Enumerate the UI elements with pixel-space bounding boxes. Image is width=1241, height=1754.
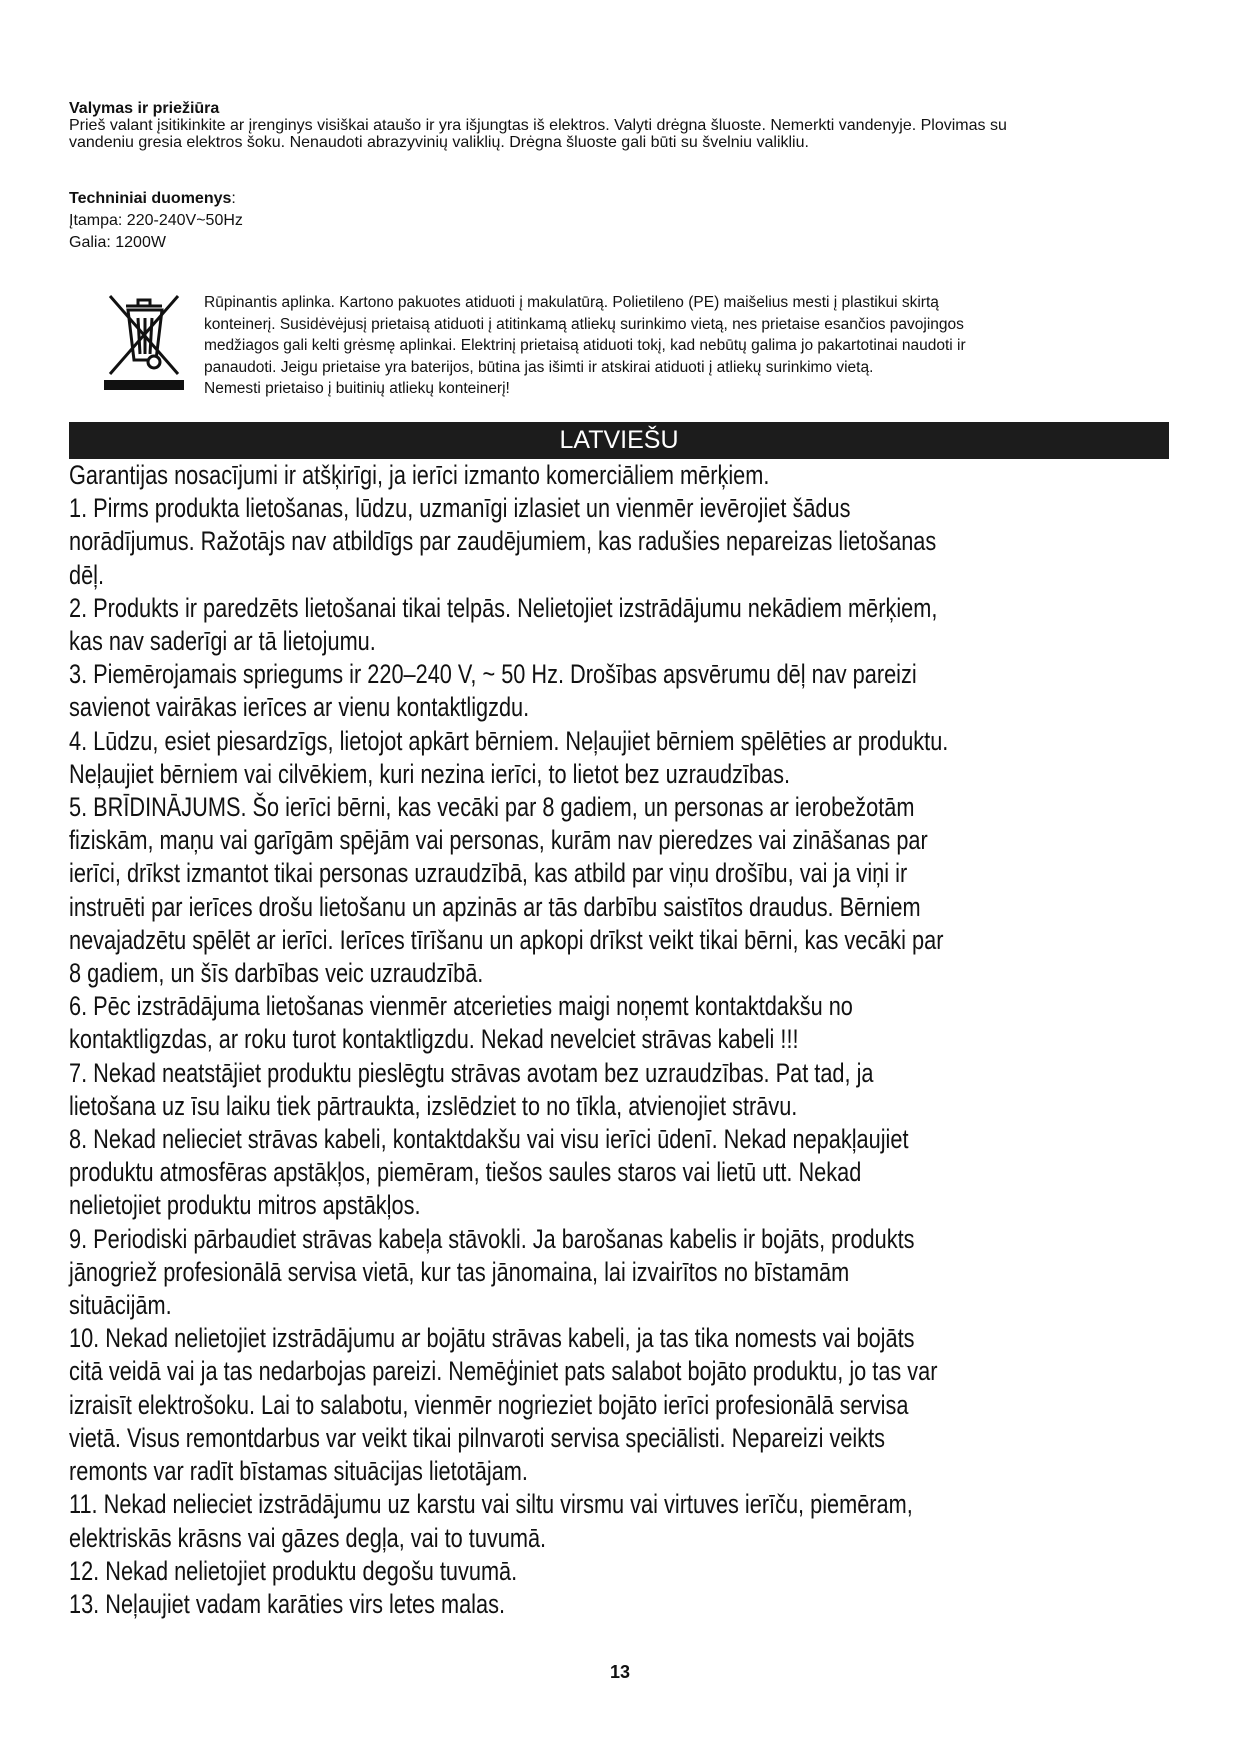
latvian-line: 9. Periodiski pārbaudiet strāvas kabeļa stāvokli. Ja barošanas kabelis ir bojāts, produkts [69, 1223, 915, 1254]
latvian-line: citā veidā vai ja tas nedarbojas pareizi. Nemēģiniet pats salabot bojāto produktu, jo tas var [69, 1356, 938, 1387]
cleaning-line: vandeniu gresia elektros šoku. Nenaudoti abrazyvinių valiklių. Drėgna šluoste gali būti su švelniu valikliu. [69, 134, 809, 151]
environment-notice [104, 292, 1184, 412]
environment-line: Rūpinantis aplinka. Kartono pakuotes atiduoti į makulatūrą. Polietileno (PE) maišelius mesti į plastikui skirtą [204, 294, 939, 311]
latvian-line: 6. Pēc izstrādājuma lietošanas vienmēr atcerieties maigi noņemt kontaktdakšu no [69, 991, 853, 1022]
latvian-line: 3. Piemērojamais spriegums ir 220–240 V, ~ 50 Hz. Drošības apsvērumu dēļ nav pareizi [69, 659, 917, 690]
latvian-line: izraisīt elektrošoku. Lai to salabotu, vienmēr nogrieziet bojāto ierīci profesionālā servisa [69, 1389, 909, 1420]
latvian-line: ierīci, drīkst izmantot tikai personas uzraudzībā, kas atbild par viņu drošību, vai ja viņi ir [69, 858, 908, 889]
page-number: 13 [609, 1662, 631, 1682]
latvian-line: 12. Nekad nelietojiet produktu degošu tuvumā. [69, 1555, 518, 1586]
latvian-line: 10. Nekad nelietojiet izstrādājumu ar bojātu strāvas kabeli, ja tas tika nomests vai bojāts [69, 1323, 915, 1354]
crossed-out-bin-icon [104, 292, 184, 392]
latvian-line: Garantijas nosacījumi ir atšķirīgi, ja ierīci izmanto komerciāliem mērķiem. [69, 460, 770, 490]
latvian-line: dēļ. [69, 559, 105, 590]
latvian-line: elektriskās krāsns vai gāzes degļa, vai to tuvumā. [69, 1522, 547, 1553]
latvian-line: fiziskām, maņu vai garīgām spējām vai personas, kurām nav pieredzes vai zināšanas par [69, 825, 928, 856]
latvian-line: nelietojiet produktu mitros apstākļos. [69, 1190, 421, 1221]
latvian-line: 2. Produkts ir paredzēts lietošanai tikai telpās. Nelietojiet izstrādājumu nekādiem mērķiem, [69, 592, 938, 623]
power-spec: Galia: 1200W [69, 234, 166, 251]
latvian-line: kontaktligzdas, ar roku turot kontaktligzdu. Nekad nevelciet strāvas kabeli !!! [69, 1024, 799, 1055]
latvian-line: 8. Nekad nelieciet strāvas kabeli, kontaktdakšu vai visu ierīci ūdenī. Nekad nepakļaujiet [69, 1124, 909, 1155]
latvian-line: produktu atmosfēras apstākļos, piemēram, tiešos saules staros vai lietū utt. Nekad [69, 1157, 862, 1188]
latvian-line: situācijām. [69, 1290, 172, 1321]
latvian-line: nevajadzētu spēlēt ar ierīci. Ierīces tīrīšanu un apkopi drīkst veikt tikai bērni, kas vecāki par [69, 924, 944, 955]
environment-line: medžiagos gali kelti grėsmę aplinkai. Elektrinį prietaisą atiduoti tokį, kad nebūtų galima jo pakartotinai naudoti ir [204, 337, 966, 354]
environment-text [204, 292, 1204, 400]
latvian-line: 5. BRĪDINĀJUMS. Šo ierīci bērni, kas vecāki par 8 gadiem, un personas ar ierobežotām [69, 792, 915, 823]
language-section-header: LATVIEŠU [69, 422, 1169, 459]
latvian-line: lietošana uz īsu laiku tiek pārtraukta, izslēdziet to no tīkla, atvienojiet strāvu. [69, 1090, 798, 1121]
technical-data-heading-row [69, 188, 669, 210]
latvian-line: kas nav saderīgi ar tā lietojumu. [69, 626, 376, 657]
technical-data-heading-colon: : [231, 190, 236, 207]
latvian-line: 1. Pirms produkta lietošanas, lūdzu, uzmanīgi izlasiet un vienmēr ievērojiet šādus [69, 493, 851, 524]
latvian-line: jānogriež profesionālā servisa vietā, kur tas jānomaina, lai izvairītos no bīstamām [69, 1256, 850, 1287]
latvian-line: 4. Lūdzu, esiet piesardzīgs, lietojot apkārt bērniem. Neļaujiet bērniem spēlēties ar produktu. [69, 725, 949, 756]
latvian-line: 13. Neļaujiet vadam karāties virs letes malas. [69, 1588, 505, 1619]
cleaning-heading: Valymas ir priežiūra [69, 100, 220, 117]
latvian-line: 11. Nekad nelieciet izstrādājumu uz karstu vai siltu virsmu vai virtuves ierīču, piemēram, [69, 1489, 913, 1520]
environment-line: Nemesti prietaiso į buitinių atliekų konteinerį! [204, 380, 510, 397]
latvian-line: savienot vairākas ierīces ar vienu kontaktligzdu. [69, 692, 530, 723]
technical-data-section [69, 188, 669, 254]
environment-line: panaudoti. Jeigu prietaise yra baterijos, būtina jas išimti ir atskirai atiduoti į atliekų surinkimo vietą. [204, 358, 874, 376]
voltage-spec: Įtampa: 220-240V~50Hz [69, 212, 243, 229]
latvian-line: norādījumus. Ražotājs nav atbildīgs par zaudējumiem, kas radušies nepareizas lietošanas [69, 526, 937, 557]
latvian-line: 8 gadiem, un šīs darbības veic uzraudzībā. [69, 958, 484, 989]
cleaning-line: Prieš valant įsitikinkite ar įrenginys visiškai ataušo ir yra išjungtas iš elektros. Valyti drėgna šluoste. Nemerkti vandenyje. Plovimas su [69, 117, 1007, 134]
environment-line: konteinerį. Susidėvėjusį prietaisą atiduoti į atitinkamą atliekų surinkimo vietą, nes prietaise esančios pavojingos [204, 315, 964, 333]
latvian-instructions [69, 459, 979, 1621]
latvian-line: Neļaujiet bērniem vai cilvēkiem, kuri nezina ierīci, to lietot bez uzraudzības. [69, 758, 791, 789]
latvian-line: 7. Nekad neatstājiet produktu pieslēgtu strāvas avotam bez uzraudzības. Pat tad, ja [69, 1057, 874, 1088]
latvian-line: remonts var radīt bīstamas situācijas lietotājam. [69, 1456, 528, 1487]
latvian-line: instruēti par ierīces drošu lietošanu un apzinās ar tās darbību saistītos draudus. Bērniem [69, 891, 921, 922]
latvian-line: vietā. Visus remontdarbus var veikt tikai pilnvaroti servisa speciālisti. Nepareizi veikts [69, 1422, 886, 1453]
technical-data-heading: Techniniai duomenys [69, 190, 232, 207]
cleaning-section [69, 100, 1169, 151]
